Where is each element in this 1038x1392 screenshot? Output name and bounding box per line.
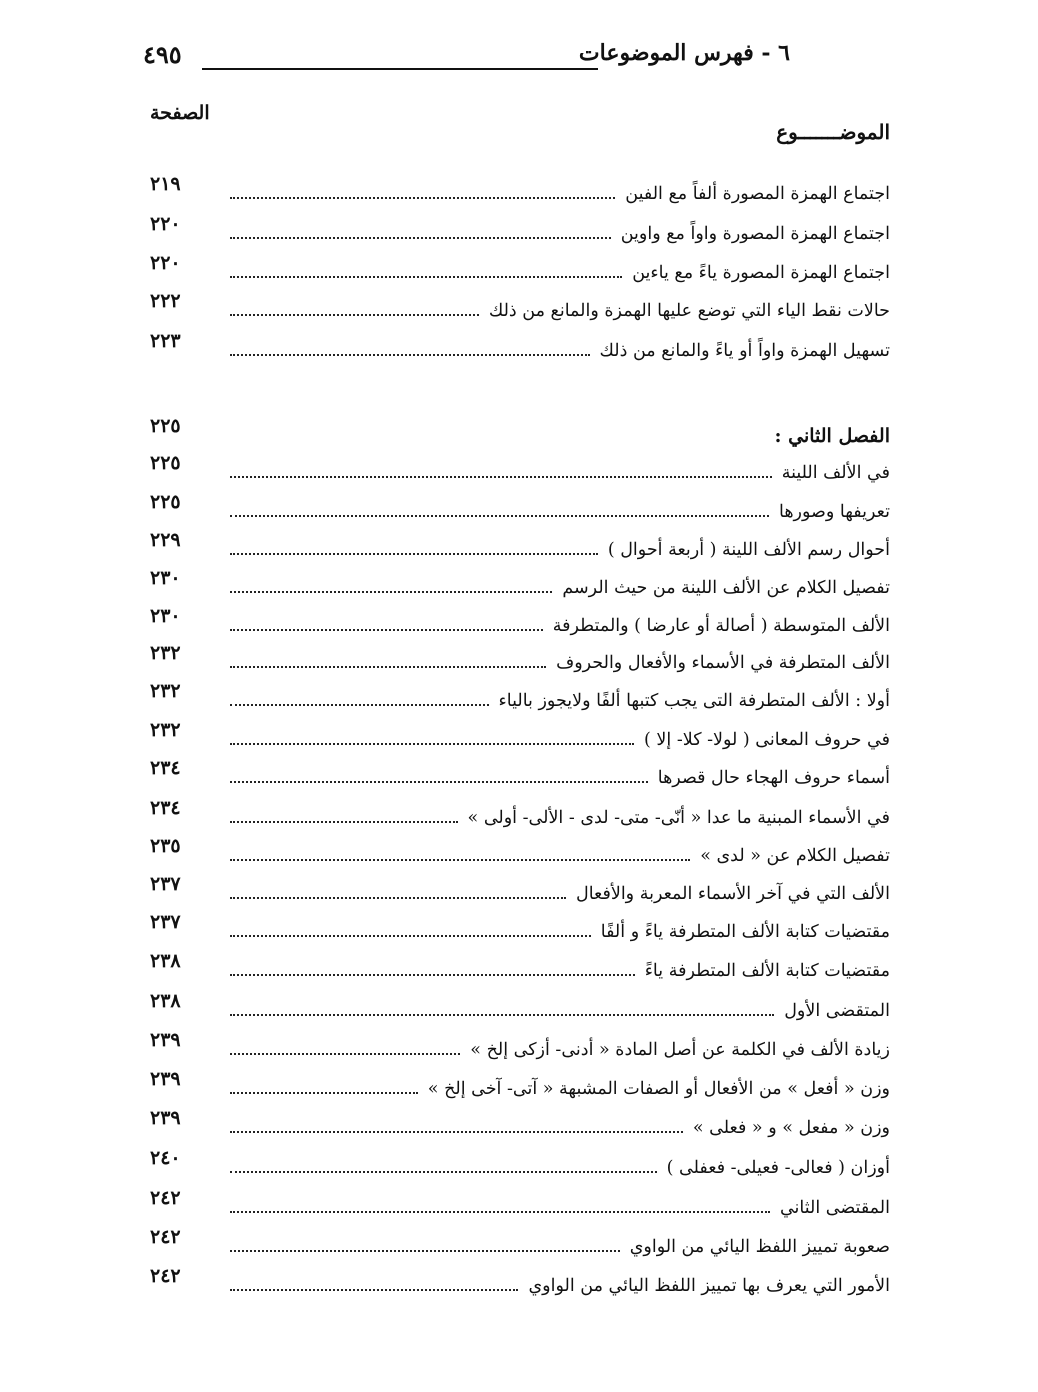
entry-page: ٢٤٢ <box>150 1187 181 1209</box>
toc-entry <box>150 719 890 758</box>
toc-entry <box>150 1147 890 1186</box>
dot-leader <box>230 704 489 706</box>
dot-leader <box>230 1289 518 1291</box>
entry-title: أحوال رسم الألف اللينة ( أربعة أحوال ) <box>607 540 890 560</box>
toc-entry <box>150 452 890 491</box>
entry-page: ٢٣٠ <box>150 567 181 589</box>
toc-entry <box>150 1226 890 1265</box>
dot-leader <box>230 314 479 316</box>
toc-entry <box>150 252 890 291</box>
dot-leader <box>230 354 590 356</box>
toc-entry <box>150 605 890 644</box>
dot-leader <box>230 897 566 899</box>
entry-page: ٢٢٥ <box>150 415 181 437</box>
entry-page: ٢١٩ <box>150 173 181 195</box>
entry-page: ٢٣٩ <box>150 1107 181 1129</box>
entry-title: اجتماع الهمزة المصورة ألفاً مع الفين <box>625 184 890 204</box>
entry-title: أولا : الألف المتطرفة التى يجب كتبها ألفًا ولايجوز بالياء <box>498 691 890 711</box>
page-number: ٤٩٥ <box>143 40 182 69</box>
dot-leader <box>230 666 546 668</box>
dot-leader <box>230 591 552 593</box>
entry-title: تفصيل الكلام عن « لدى » <box>700 846 890 866</box>
entry-page: ٢٣٤ <box>150 797 181 819</box>
entry-page: ٢٣٢ <box>150 642 181 664</box>
toc-entry <box>150 491 890 530</box>
entry-title: أسماء حروف الهجاء حال قصرها <box>657 768 890 788</box>
dot-leader <box>230 1092 418 1094</box>
entry-page: ٢٤٠ <box>150 1147 181 1169</box>
entry-title: الألف المتوسطة ( أصالة أو عارضا ) والمتطرفة <box>552 616 890 636</box>
entry-page: ٢٢٠ <box>150 252 181 274</box>
entry-page: ٢٢٣ <box>150 330 181 352</box>
toc-entry <box>150 757 890 796</box>
entry-page: ٢٣٨ <box>150 950 181 972</box>
dot-leader <box>230 515 769 517</box>
toc-entry <box>150 1265 890 1304</box>
dot-leader <box>230 781 648 783</box>
entry-title: وزن « أفعل » من الأفعال أو الصفات المشبهة « آتى- آخى إلخ » <box>427 1079 890 1099</box>
dot-leader <box>230 237 611 239</box>
entry-title: في الأسماء المبنية ما عدا « أنّى- متى- لدى - الألى- أولى » <box>467 808 890 828</box>
toc-entry <box>150 213 890 252</box>
toc-entry <box>150 680 890 719</box>
entry-title: مقتضيات كتابة الألف المتطرفة ياءً <box>644 961 890 981</box>
toc-entry <box>150 1187 890 1226</box>
entry-page: ٢٤٢ <box>150 1265 181 1287</box>
entry-title: مقتضيات كتابة الألف المتطرفة ياءً و ألفًا <box>600 922 890 942</box>
entry-page: ٢٣٢ <box>150 719 181 741</box>
toc-entry <box>150 950 890 989</box>
entry-page: ٢٣٠ <box>150 605 181 627</box>
entry-title: اجتماع الهمزة المصورة ياءً مع ياءين <box>632 263 890 283</box>
entry-title: وزن « مفعل » و « فعلى » <box>692 1118 890 1138</box>
entry-page: ٢٣٧ <box>150 873 181 895</box>
toc-entry <box>150 290 890 329</box>
entry-title: تفصيل الكلام عن الألف اللينة من حيث الرسم <box>562 578 890 598</box>
dot-leader <box>230 629 543 631</box>
entry-page: ٢٣٥ <box>150 835 181 857</box>
dot-leader <box>230 1131 683 1133</box>
entry-page: ٢٣٩ <box>150 1029 181 1051</box>
dot-leader <box>230 1053 460 1055</box>
chapter-heading <box>150 415 890 454</box>
dot-leader <box>230 1211 770 1213</box>
dot-leader <box>230 1250 620 1252</box>
running-title: ٦ - فهرس الموضوعات <box>578 40 790 66</box>
entry-page: ٢٢٩ <box>150 529 181 551</box>
toc-entry <box>150 990 890 1029</box>
entry-title: صعوبة تمييز اللفظ اليائي من الواوي <box>629 1237 890 1257</box>
dot-leader <box>230 1014 774 1016</box>
toc-entry <box>150 642 890 681</box>
entry-title: المقتضى الثاني <box>779 1198 890 1218</box>
entry-title: الأمور التي يعرف بها تمييز اللفظ اليائي من الواوي <box>528 1276 890 1296</box>
entry-title: أوزان ( فعالى- فعيلى- فعفلى ) <box>666 1158 890 1178</box>
toc-entry <box>150 173 890 212</box>
chapter-title: الفصل الثاني : <box>774 425 890 447</box>
entry-page: ٢٢٥ <box>150 452 181 474</box>
entry-title: في حروف المعانى ( لولا- كلا- إلا ) <box>644 730 890 750</box>
dot-leader <box>230 821 458 823</box>
entry-title: المتقضى الأول <box>784 1001 890 1021</box>
entry-title: الألف التي في آخر الأسماء المعربة والأفعال <box>575 884 890 904</box>
header-rule <box>202 68 598 70</box>
entry-page: ٢٣٧ <box>150 911 181 933</box>
entry-page: ٢٣٢ <box>150 680 181 702</box>
dot-leader <box>230 859 690 861</box>
dot-leader <box>230 476 772 478</box>
topic-column-label: الموضـــــــوع <box>776 120 890 144</box>
entry-page: ٢٢٠ <box>150 213 181 235</box>
toc-entry <box>150 835 890 874</box>
dot-leader <box>230 197 615 199</box>
toc-entry <box>150 797 890 836</box>
toc-entry <box>150 1068 890 1107</box>
toc-entry <box>150 873 890 912</box>
dot-leader <box>230 974 635 976</box>
toc-entry <box>150 529 890 568</box>
page-column-label: الصفحة <box>150 102 210 124</box>
entry-title: في الألف اللينة <box>781 463 890 483</box>
dot-leader <box>230 276 622 278</box>
dot-leader <box>230 1171 657 1173</box>
entry-page: ٢٣٨ <box>150 990 181 1012</box>
toc-entry <box>150 567 890 606</box>
entry-title: حالات نقط الياء التي توضع عليها الهمزة والمانع من ذلك <box>488 301 890 321</box>
toc-entry <box>150 1029 890 1068</box>
entry-title: الألف المتطرفة في الأسماء والأفعال والحروف <box>556 653 890 673</box>
entry-title: تسهيل الهمزة واواً أو ياءً والمانع من ذلك <box>599 341 890 361</box>
entry-page: ٢٢٢ <box>150 290 181 312</box>
entry-page: ٢٣٩ <box>150 1068 181 1090</box>
entry-title: تعريفها وصورها <box>778 502 890 522</box>
entry-title: زيادة الألف في الكلمة عن أصل المادة « أدنى- أزكى إلخ » <box>470 1040 890 1060</box>
toc-entry <box>150 330 890 369</box>
entry-page: ٢٣٤ <box>150 757 181 779</box>
toc-entry <box>150 911 890 950</box>
dot-leader <box>230 935 591 937</box>
dot-leader <box>230 553 598 555</box>
entry-title: اجتماع الهمزة المصورة واواً مع واوين <box>620 224 890 244</box>
toc-entry <box>150 1107 890 1146</box>
entry-page: ٢٤٢ <box>150 1226 181 1248</box>
entry-page: ٢٢٥ <box>150 491 181 513</box>
dot-leader <box>230 743 634 745</box>
